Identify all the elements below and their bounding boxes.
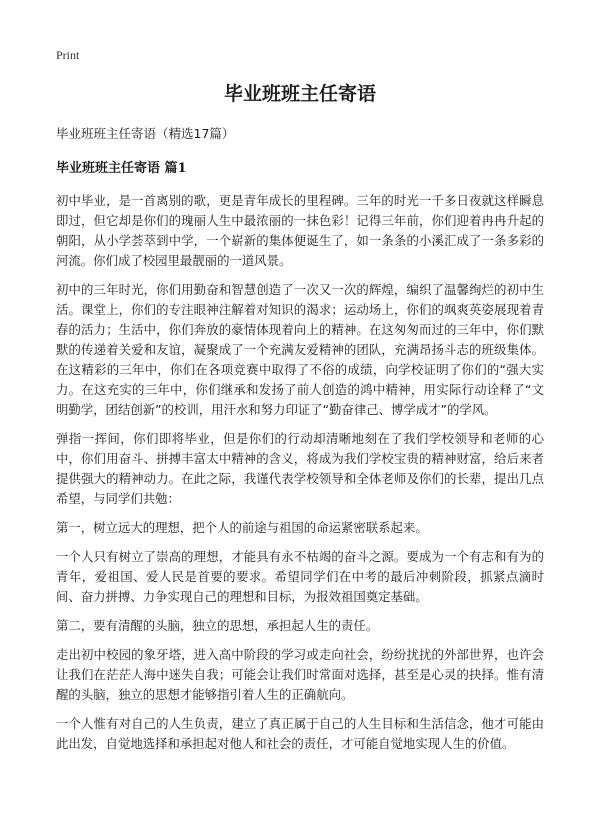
section-heading: 毕业班班主任寄语 篇1 (56, 161, 187, 176)
paragraph-8: 一个人惟有对自己的人生负责，建立了真正属于自己的人生目标和生活信念，他才可能由此出发，自觉地选择和承担起对他人和社会的责任，才可能自觉地实现人生的价值。 (56, 716, 544, 751)
document-title: 毕业班班主任寄语 (223, 83, 376, 105)
paragraph-3: 弹指一挥间，你们即将毕业，但是你们的行动却清晰地刻在了我们学校领导和老师的心中，你们用奋斗、拼搏丰富太中精神的含义，将成为我们学校宝贵的精神财富，给后来者提供强大的精神动力。在此之际，我谨代表学校领导和全体老师及你们的长辈，提出几点希望，与同学们共勉： (56, 431, 544, 506)
paragraph-6-point-two: 第二，要有清醒的头脑，独立的思想，承担起人生的责任。 (56, 618, 379, 633)
print-link[interactable]: Print (56, 48, 80, 62)
paragraph-2: 初中的三年时光，你们用勤奋和智慧创造了一次又一次的辉煌，编织了温馨绚烂的初中生活。课堂上，你们的专注眼神注解着对知识的渴求；运动场上，你们的飒爽英姿展现着青春的活力；生活中，你们奔放的豪情体现着向上的精神。在这匆匆而过的三年中，你们默默的传递着关爱和友谊，凝聚成了一个充满友爱精神的团队，充满昂扬斗志的班级集体。在这精彩的三年中，你们在各项竞赛中取得了不俗的成绩，向学校证明了你们的“强大实力。在这充实的三年中，你们继承和发扬了前人创造的鸿中精神，用实际行动诠释了“文明勤学，团结创新”的校训，用汗水和努力印证了“勤奋律己、博学成才”的学风。 (56, 282, 544, 417)
paragraph-4-point-one: 第一，树立远大的理想，把个人的前途与祖国的命运紧密联系起来。 (56, 520, 428, 535)
paragraph-1: 初中毕业，是一首离别的歌，更是青年成长的里程碑。三年的时光一千多日夜就这样瞬息即过，但它却是你们的瑰丽人生中最浓丽的一抹色彩！记得三年前，你们迎着冉冉升起的朝阳，从小学荟萃到中学，一个崭新的集体便诞生了，如一条条的小溪汇成了一条多彩的河流。你们成了校园里最靓丽的一道风景。 (56, 193, 544, 268)
paragraph-7: 走出初中校园的象牙塔，进入高中阶段的学习或走向社会，纷纷扰扰的外部世界，也许会让我们在茫茫人海中迷失自我；可能会让我们时常面对选择，甚至是心灵的抉择。惟有清醒的头脑，独立的思想才能够指引着人生的正确航向。 (56, 647, 544, 702)
paragraph-5: 一个人只有树立了崇高的理想，才能具有永不枯竭的奋斗之源。要成为一个有志和有为的青年，爱祖国、爱人民是首要的要求。希望同学们在中考的最后冲刺阶段，抓紧点滴时间、奋力拼搏、力争实现自己的理想和目标，为报效祖国奠定基础。 (56, 549, 544, 604)
document-subtitle: 毕业班班主任寄语（精选17篇） (56, 126, 235, 141)
